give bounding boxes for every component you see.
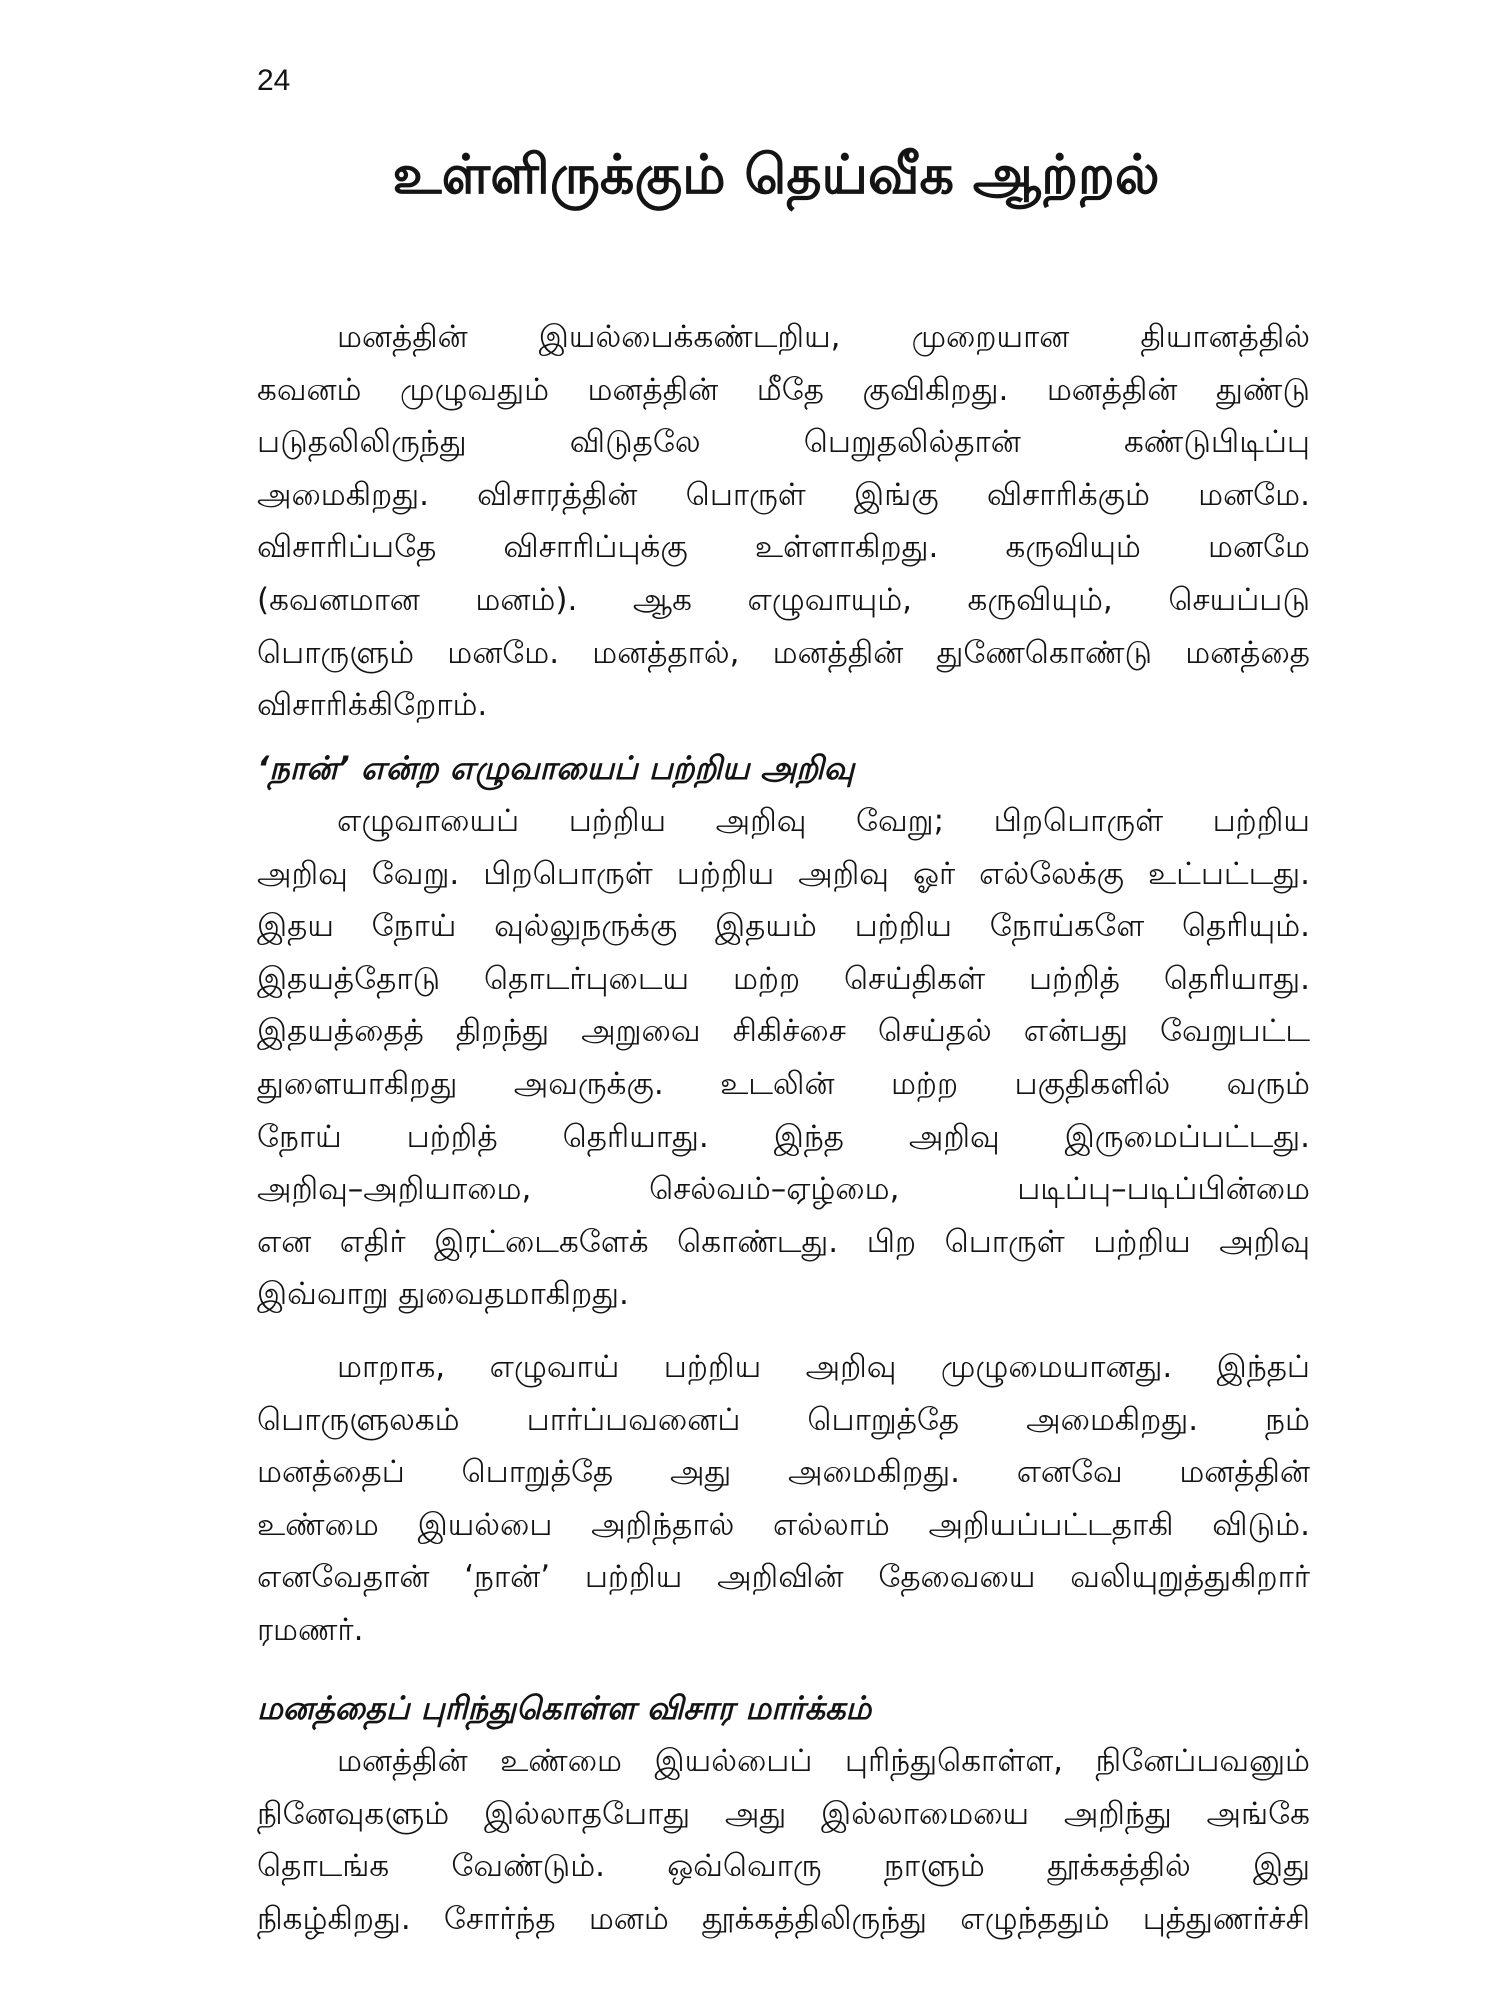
paragraph-line: எழுவாயைப் பற்றிய அறிவு வேறு; பிறபொருள் பற்றிய [337, 803, 1310, 839]
paragraph-line: நோய் பற்றித் தெரியாது. இந்த அறிவு இருமைப்பட்டது. [257, 1118, 1310, 1155]
paragraph-line: இதயத்தைத் திறந்து அறுவை சிகிச்சை செய்தல் என்பது வேறுபட்ட [257, 1013, 1310, 1050]
paragraph-line: தொடங்க வேண்டும். ஒவ்வொரு நாளும் தூக்கத்தில் இது [257, 1848, 1310, 1885]
paragraph-line: மாறாக, எழுவாய் பற்றிய அறிவு முழுமையானது. இந்தப் [337, 1349, 1310, 1385]
paragraph-line: எனவேதான் ‘நான்’ பற்றிய அறிவின் தேவையை வலியுறுத்துகிறார் [257, 1559, 1310, 1596]
paragraph [257, 311, 1310, 732]
paragraph-line: பொருளும் மனமே. மனத்தால், மனத்தின் துணேகொண்டு மனத்தை [257, 634, 1310, 671]
paragraph-line: மனத்தின் உண்மை இயல்பைப் புரிந்துகொள்ள, நினேப்பவனும் [337, 1743, 1310, 1779]
paragraph [257, 1735, 1310, 1945]
paragraph-line: விசாரிக்கிறோம். [257, 687, 488, 724]
paragraph-line: அறிவு வேறு. பிறபொருள் பற்றிய அறிவு ஓர் எல்லேக்கு உட்பட்டது. [257, 855, 1310, 892]
chapter-title: உள்ளிருக்கும் தெய்வீக ஆற்றல் [392, 143, 1160, 206]
paragraph-line: இவ்வாறு துவைதமாகிறது. [257, 1276, 629, 1313]
paragraph-line: கவனம் முழுவதும் மனத்தின் மீதே குவிகிறது. மனத்தின் துண்டு [257, 371, 1310, 408]
paragraph [257, 1341, 1310, 1657]
paragraph-line: உண்மை இயல்பை அறிந்தால் எல்லாம் அறியப்பட்டதாகி விடும். [257, 1506, 1310, 1543]
paragraph [257, 795, 1310, 1321]
paragraph-line: நினேவுகளும் இல்லாதபோது அது இல்லாமையை அறிந்து அங்கே [257, 1795, 1310, 1832]
paragraph-line: பொருளுலகம் பார்ப்பவனைப் பொறுத்தே அமைகிறது. நம் [257, 1401, 1310, 1438]
section-heading: மனத்தைப் புரிந்துகொள்ள விசார மார்க்கம் [257, 1689, 872, 1727]
paragraph-line: படுதலிலிருந்து விடுதலே பெறுதலில்தான் கண்டுபிடிப்பு [257, 424, 1310, 461]
section-heading: ‘நான்’ என்ற எழுவாயைப் பற்றிய அறிவு [257, 749, 855, 787]
paragraph-line: துளையாகிறது அவருக்கு. உடலின் மற்ற பகுதிகளில் வரும் [257, 1065, 1310, 1102]
page-number: 24 [257, 64, 291, 97]
paragraph-line: நிகழ்கிறது. சோர்ந்த மனம் தூக்கத்திலிருந்து எழுந்ததும் புத்துணர்ச்சி [257, 1900, 1310, 1937]
paragraph-line: அமைகிறது. விசாரத்தின் பொருள் இங்கு விசாரிக்கும் மனமே. [257, 476, 1310, 513]
paragraph-line: விசாரிப்பதே விசாரிப்புக்கு உள்ளாகிறது. கருவியும் மனமே [257, 529, 1310, 566]
paragraph-line: ரமணர். [257, 1611, 364, 1648]
paragraph-line: என எதிர் இரட்டைகளேக் கொண்டது. பிற பொருள் பற்றிய அறிவு [257, 1223, 1310, 1260]
paragraph-line: மனத்தின் இயல்பைக்கண்டறிய, முறையான தியானத்தில் [337, 319, 1310, 355]
paragraph-line: இதயத்தோடு தொடர்புடைய மற்ற செய்திகள் பற்றித் தெரியாது. [257, 960, 1310, 997]
paragraph-line: மனத்தைப் பொறுத்தே அது அமைகிறது. எனவே மனத்தின் [257, 1454, 1310, 1491]
paragraph-line: அறிவு–அறியாமை, செல்வம்–ஏழ்மை, படிப்பு–படிப்பின்மை [257, 1171, 1310, 1208]
paragraph-line: (கவனமான மனம்). ஆக எழுவாயும், கருவியும், செயப்படு [257, 581, 1310, 618]
paragraph-line: இதய நோய் வுல்லுநருக்கு இதயம் பற்றிய நோய்களே தெரியும். [257, 908, 1310, 945]
